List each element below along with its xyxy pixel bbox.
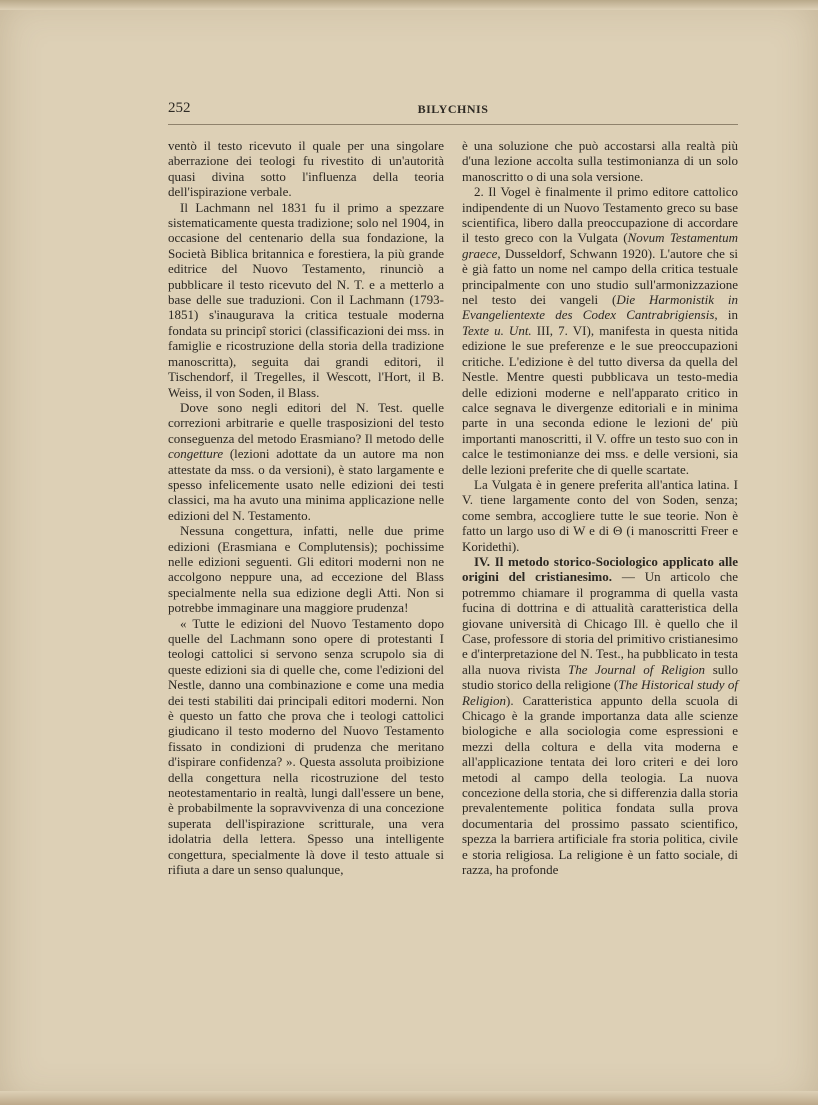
right-paragraph-4 — [462, 554, 738, 878]
italic-title: Texte u. Unt. — [462, 322, 532, 338]
section-heading: IV. Il metodo storico-Sociologico applicato alle origini del cristianesimo. — [462, 553, 738, 585]
text-run: (lezioni adottate da un autore ma non attestate da mss. o da versioni), è stato largamente e spesso infelicemente usato nelle edizioni dei testi classici, ma ha avuto una minima applicazione nelle edizioni del N. Testamento. — [168, 446, 444, 523]
italic-title: The Journal of Religion — [567, 661, 706, 677]
text-run: sullo studio storico della religione ( — [462, 661, 738, 693]
left-column — [168, 138, 444, 878]
italic-title: Novum Testamentum graece — [462, 230, 739, 261]
text-run: 2. Il Vogel è finalmente il primo editore cattolico indipendente di un Nuovo Testamento greco su base scientifica, libero dalla preoccupazione di accordare il testo greco con la Vulgata ( — [462, 184, 738, 246]
italic-title: The Historical study of Religion — [462, 677, 738, 708]
left-paragraph-1: ventò il testo ricevuto il quale per una singolare aberrazione dei teologi fu rivestito di un'autorità quasi divina sotto l'influenza della teoria dell'ispirazione verbale. — [168, 138, 444, 200]
header-rule — [168, 124, 738, 125]
left-paragraph-5: « Tutte le edizioni del Nuovo Testamento dopo quelle del Lachmann sono opere di protestanti I teologi cattolici si servono senza scrupolo sia di queste edizioni sia di quelle che, come l'edizioni del Nestle, danno una combinazione e come una media dei testi stabiliti dai principali editori moderni. Non è questo un fatto che prova che i teologi cattolici giudicano il testo moderno del Nuovo Testamento fissato in condizioni di prudenza che meritano d'ispirare confidenza? ». Questa assoluta proibizione della congettura nella ricostruzione del testo neotestamentario in realtà, lungi dall'essere un bene, è probabilmente la sopravvivenza di una concezione superata dell'ispirazione scritturale, una vera idolatria della lettera. Spesso una intelligente congettura, specialmente là dove il testo attuale si rifiuta a dare un senso qualunque, — [168, 615, 444, 878]
page-bottom-edge — [0, 1091, 818, 1105]
text-run: — Un articolo che potremmo chiamare il programma di quella vasta fucina di dottrina e di attualità caratteristica della giovane università di Chicago Ill. è quello che il Case, professore di storia del primitivo cristianesimo e d'interpretazione del N. Test., ha pubblicato in testa alla nuova rivista — [462, 569, 738, 677]
text-run: , Dusseldorf, Schwann 1920). L'autore che si è già fatto un nome nel campo della critica testuale principalmente con uno studio sull'armonizzazione nel testo dei vangeli ( — [462, 245, 738, 308]
left-paragraph-2: Il Lachmann nel 1831 fu il primo a spezzare sistematicamente questa tradizione; solo nel 1904, in occasione del centenario della sua fondazione, la Società Biblica britannica e forestiera, la più grande editrice del Nuovo Testamento, rinunciò a pubblicare il testo ricevuto del N. T. e a metterlo a base delle sue traduzioni. Con il Lachmann (1793-1851) s'inaugurava la critica testuale moderna fondata su principî storici (classificazioni dei mss. in famiglie e ricostruzione della storia della tradizione manoscritta), seguita dai grandi editori, il Tischendorf, il Tregelles, il Wescott, l'Hort, il B. Weiss, il von Soden, il Blass. — [168, 199, 444, 400]
page-top-edge — [0, 0, 818, 10]
left-paragraph-3 — [168, 400, 444, 523]
text-run: III, 7. VI), manifesta in questa nitida edizione le sue preferenze e le sue preoccupazioni critiche. L'edizione è del tutto diversa da quella del Nestle. Mentre questi pubblicava un testo-media delle edizioni moderne e nell'apparato critico in calce segnava le divergenze editoriali e in minima parte in una seconda edione le lezioni de' più importanti manoscritti, il V. offre un testo suo con in calce le testimonianze dei mss. e delle versioni, sia delle lezioni preferite che di quelle scartate. — [462, 322, 738, 477]
right-paragraph-3: La Vulgata è in genere preferita all'antica latina. I V. tiene largamente conto del von Soden, senza; come sembra, accogliere tutte le sue teorie. Non è fatto un largo uso di W e di Θ (i manoscritti Freer e Koridethi). — [462, 476, 738, 554]
right-paragraph-2 — [462, 184, 738, 477]
text-run: , in — [714, 307, 738, 323]
right-paragraph-1: è una soluzione che può accostarsi alla realtà più d'una lezione accolta sulla testimonianza di un solo manoscritto o di una sola versione. — [462, 138, 738, 184]
italic-term: congetture — [168, 446, 224, 462]
left-paragraph-4: Nessuna congettura, infatti, nelle due prime edizioni (Erasmiana e Complutensis); pochissime nelle edizioni seguenti. Gli editori moderni non ne accolgono neppure una, ad eccezione del Blass specialmente nella sua edizione degli Atti. Non si potrebbe immaginare una maggiore prudenza! — [168, 523, 444, 616]
running-title: BILYCHNIS — [417, 102, 489, 116]
right-column — [462, 138, 738, 878]
page-header — [168, 100, 738, 120]
text-run: Dove sono negli editori del N. Test. quelle correzioni arbitrarie e quelle trasposizioni del testo conseguenza del metodo Erasmiano? Il metodo delle — [168, 399, 444, 446]
text-run: ). Caratteristica appunto della scuola di Chicago è la grande importanza data alle scienze biologiche e alla sociologia come espressioni e mezzi della coltura e della vita moderna e all'applicazione tentata dei loro criteri e dei loro metodi al campo della teologia. La nuova concezione della storia, che si differenzia dalla storia prevalentemente politica fondata sulla prova documentaria del prossimo passato scientifico, spezza la barriera artificiale fra storia politica, civile e storia religiosa. La religione è un fatto sociale, di razza, ha profonde — [462, 692, 738, 878]
page-number: 252 — [168, 100, 191, 116]
italic-title: Die Harmonistik in Evangelientexte des Codex Cantrabrigiensis — [462, 292, 738, 323]
